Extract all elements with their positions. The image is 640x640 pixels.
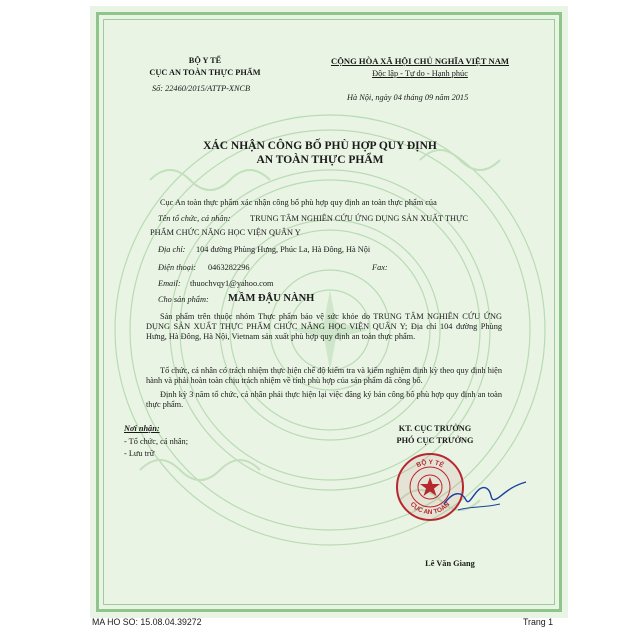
org-value-line2: PHẨM CHỨC NĂNG HỌC VIỆN QUÂN Y (150, 228, 301, 237)
page-number: Trang 1 (523, 617, 553, 627)
file-number: MA HO SO: 15.08.04.39272 (92, 617, 202, 627)
org-label: Tên tổ chức, cá nhân: (158, 214, 231, 223)
seal-bottom-text: CỤC AN TOÀN (408, 500, 452, 517)
country-name: CỘNG HÒA XÃ HỘI CHỦ NGHĨA VIỆT NAM (330, 56, 510, 66)
intro-text: Cục An toàn thực phẩm xác nhận công bố phù hợp quy định an toàn thực phẩm của (160, 198, 437, 207)
org-value-line1: TRUNG TÂM NGHIÊN CỨU ỨNG DỤNG SẢN XUẤT THỰC (250, 214, 468, 223)
agency-name: CỤC AN TOÀN THỰC PHẨM (149, 68, 261, 77)
ministry-name: BỘ Y TẾ (188, 56, 222, 65)
paragraph-responsibility: Tổ chức, cá nhân có trách nhiệm thực hiện chế độ kiểm tra và kiểm nghiệm định kỳ theo quy định hiện hành và phải hoàn toàn chịu trách nhiệm về tính phù hợp của sản phẩm đã công bố. (146, 366, 502, 385)
signature-role-1: KT. CỤC TRƯỞNG (398, 424, 472, 433)
email-value: thuochvqy1@yahoo.com (190, 279, 274, 288)
seal-top-text: BỘ Y TẾ (415, 458, 445, 470)
national-motto: Độc lập - Tự do - Hạnh phúc (372, 69, 468, 78)
phone-label: Điện thoại: (158, 263, 197, 272)
product-label: Cho sản phẩm: (158, 295, 209, 304)
signatory-name: Lê Văn Giang (425, 559, 475, 568)
document-number: Số: 22460/2015/ATTP-XNCB (152, 84, 251, 93)
fax-label: Fax: (372, 263, 388, 272)
product-value: MẦM ĐẬU NÀNH (228, 293, 315, 304)
email-label: Email: (158, 279, 181, 288)
address-value: 104 đường Phùng Hưng, Phúc La, Hà Đông, Hà Nội (196, 245, 371, 254)
signature-role-2: PHÓ CỤC TRƯỞNG (396, 436, 474, 445)
recipients-label: Nơi nhận: (124, 424, 160, 433)
recipient-item-2: - Lưu trữ (124, 449, 155, 458)
place-date: Hà Nội, ngày 04 tháng 09 năm 2015 (347, 93, 469, 102)
paragraph-renewal: Định kỳ 3 năm tổ chức, cá nhân phải thực hiện lại việc đăng ký bản công bố phù hợp quy định an toàn thực phẩm. (146, 390, 502, 409)
recipient-item-1: - Tổ chức, cá nhân; (124, 437, 189, 446)
paragraph-product-group: Sản phẩm trên thuộc nhóm Thực phẩm bảo vệ sức khỏe do TRUNG TÂM NGHIÊN CỨU ỨNG DỤNG SẢN XUẤT THỰC PHẨM CHỨC NĂNG HỌC VIỆN QUÂN Y; Địa chỉ 104 đường Phùng Hưng, Hà Đông, Hà Nội, Vietnam sản xuất phù hợp quy định an toàn thực phẩm. (146, 312, 502, 341)
document-title-line2: AN TOÀN THỰC PHẨM (256, 154, 384, 166)
address-label: Địa chỉ: (158, 245, 186, 254)
document-title-line1: XÁC NHẬN CÔNG BỐ PHÙ HỢP QUY ĐỊNH (203, 140, 437, 152)
handwritten-signature (440, 470, 530, 520)
phone-value: 0463282296 (208, 263, 250, 272)
